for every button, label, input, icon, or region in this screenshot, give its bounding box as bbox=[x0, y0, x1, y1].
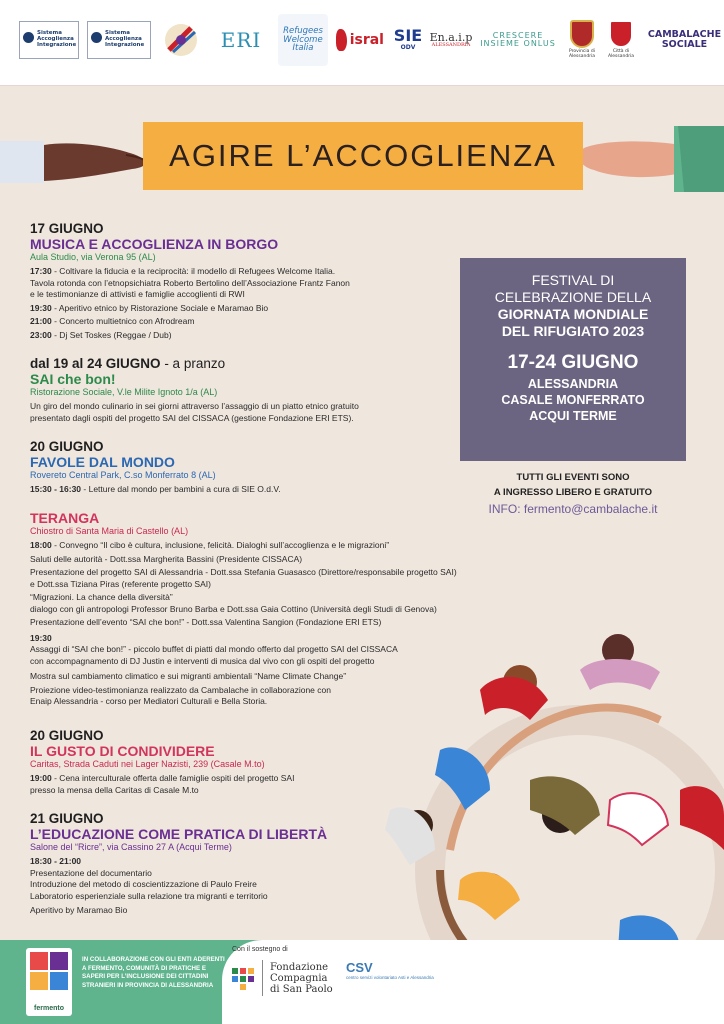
event-line: Mostra sul cambiamento climatico e sui migranti ambientali “Name Climate Change” bbox=[30, 671, 347, 681]
event-line: 21:00 - Concerto multietnico con Afrodream bbox=[30, 316, 195, 326]
festival-city: CASALE MONFERRATO bbox=[501, 393, 645, 407]
event-line: Saluti delle autorità - Dott.ssa Margherita Bassini (Presidente CISSACA) bbox=[30, 553, 303, 564]
provincia-alessandria-crest: Provincia di Alessandria bbox=[565, 14, 599, 66]
event-title: L’EDUCAZIONE COME PRATICA DI LIBERTÀ bbox=[30, 826, 328, 842]
compagnia-san-paolo-icon bbox=[232, 962, 254, 992]
fermento-logo: fermento bbox=[26, 948, 72, 1016]
event-line: Presentazione del progetto SAI di Alessandria - Dott.ssa Stefania Guasasco (Direttore/responsabile progetto SAI) e Dott.ssa Tiziana Piras (referente progetto SAI) bbox=[30, 567, 457, 589]
festival-line: DEL RIFUGIATO 2023 bbox=[501, 323, 645, 339]
event-date: 21 GIUGNO bbox=[30, 811, 104, 826]
title-banner bbox=[143, 122, 583, 190]
person-figure bbox=[580, 634, 660, 690]
event-line: 17:30 - Coltivare la fiducia e la reciprocità: il modello di Refugees Welcome Italia. Tavola rotonda con l’etnopsichiatra Roberto Bertolino dell’Associazione Frantz Fanon e le testimonianze di attivisti e famiglie accoglienti di RWI bbox=[30, 266, 350, 299]
event-date: 20 GIUGNO bbox=[30, 728, 104, 743]
event-line: Proiezione video-testimonianza realizzato da Cambalache in collaborazione con Enaip Alessandria - corso per Mediatori Culturali e Bella Storia. bbox=[30, 684, 331, 706]
citta-alessandria-crest: Città di Alessandria bbox=[604, 14, 638, 66]
person-figure bbox=[680, 786, 724, 850]
event-venue: Rovereto Central Park, C.so Monferrato 8 (AL) bbox=[30, 470, 216, 480]
event-title: TERANGA bbox=[30, 510, 100, 526]
event-sai-che-bon bbox=[30, 356, 450, 426]
event-line: 23:00 - Dj Set Toskes (Reggae / Dub) bbox=[30, 329, 172, 340]
event-title: FAVOLE DAL MONDO bbox=[30, 454, 175, 470]
person-figure bbox=[530, 776, 600, 835]
event-venue: Ristorazione Sociale, V.le Milite Ignoto 1/a (AL) bbox=[30, 387, 218, 397]
event-title: SAI che bon! bbox=[30, 371, 116, 387]
crescere-insieme-logo: CRESCERE INSIEME ONLUS bbox=[480, 30, 556, 48]
csv-logo: CSV centro servizi volontariato Asti e Alessandria bbox=[346, 960, 434, 980]
compagnia-san-paolo-logo: Fondazione Compagnia di San Paolo bbox=[270, 962, 333, 995]
festival-city: ACQUI TERME bbox=[529, 409, 617, 423]
logo-strip bbox=[0, 0, 724, 86]
left-hand-illustration bbox=[0, 135, 150, 189]
event-17-giugno bbox=[30, 221, 450, 343]
festival-line: GIORNATA MONDIALE bbox=[497, 306, 649, 322]
event-venue: Caritas, Strada Caduti nei Lager Nazisti, 239 (Casale M.to) bbox=[30, 759, 265, 769]
sie-logo: SIE ODV bbox=[393, 26, 423, 52]
event-title: MUSICA E ACCOGLIENZA IN BORGO bbox=[30, 236, 279, 252]
sai-logo-2: Sistema Accoglienza Integrazione bbox=[87, 21, 151, 59]
event-venue: Aula Studio, via Verona 95 (AL) bbox=[30, 252, 156, 262]
event-date: 20 GIUGNO bbox=[30, 439, 104, 454]
event-line: 19:30 - Aperitivo etnico by Ristorazione Sociale e Maramao Bio bbox=[30, 302, 269, 313]
refugees-welcome-logo: Refugees Welcome Italia bbox=[278, 14, 328, 66]
person-figure bbox=[608, 793, 668, 845]
festival-city: ALESSANDRIA bbox=[527, 377, 619, 391]
event-line: Un giro del mondo culinario in sei giorni attraverso l’assaggio di un piatto etnico gratuito presentato dagli ospiti del progetto SAI del CISSACA (gestione Fondazione ERI ETS). bbox=[30, 401, 359, 423]
collaboration-note: IN COLLABORAZIONE CON GLI ENTI ADERENTI A FERMENTO, COMUNITÀ DI PRATICHE E SAPERI PER L’INCLUSIONE DEI CITTADINI STRANIERI IN PROVINCIA DI ALESSANDRIA bbox=[82, 956, 225, 989]
event-line: Presentazione dell’evento “SAI che bon!” - Dott.ssa Valentina Sangion (Fondazione ERI ETS) bbox=[30, 617, 382, 627]
sponsor-divider bbox=[262, 960, 263, 996]
event-venue: Salone del “Ricre”, via Cassino 27 A (Acqui Terme) bbox=[30, 842, 232, 852]
event-line: 18:30 - 21:00 Presentazione del documentario Introduzione del metodo di coscientizzazione di Paulo Freire Laboratorio esperienziale sulla relazione tra migranti e territorio bbox=[30, 856, 268, 901]
event-date: dal 19 al 24 GIUGNO - a pranzo bbox=[30, 356, 226, 371]
enaip-logo: En.a.i.p ALESSANDRIA bbox=[429, 30, 473, 49]
event-date: 17 GIUGNO bbox=[30, 221, 104, 236]
eri-logo: ERI bbox=[220, 27, 262, 52]
event-line: 15:30 - 16:30 - Letture dal mondo per bambini a cura di SIE O.d.V. bbox=[30, 484, 281, 494]
event-favole-dal-mondo bbox=[30, 439, 450, 498]
sai-logo: Sistema Accoglienza Integrazione bbox=[19, 21, 79, 59]
person-figure bbox=[458, 872, 520, 920]
cambalache-logo: CAMBALACHE SOCIALE bbox=[647, 29, 722, 50]
support-label: Con il sostegno di bbox=[232, 946, 288, 953]
cissaca-logo bbox=[160, 14, 202, 66]
event-line: 18:00 - Convegno “Il cibo è cultura, inclusione, felicità. Dialoghi sull’accoglienza e le migrazioni” bbox=[30, 540, 390, 550]
event-venue: Chiostro di Santa Maria di Castello (AL) bbox=[30, 526, 189, 536]
event-line: 19:30 Assaggi di “SAI che bon!” - piccolo buffet di piatti dal mondo offerto dal progetto SAI del CISSACA con accompagnamento di DJ Justin e interventi di musica dal vivo con gli ospiti del progetto bbox=[30, 632, 398, 666]
page-title: AGIRE L’ACCOGLIENZA bbox=[169, 138, 557, 173]
right-hand-illustration bbox=[574, 126, 724, 196]
event-line: 19:00 - Cena interculturale offerta dalle famiglie ospiti del progetto SAI presso la mensa della Caritas di Casale M.to bbox=[30, 773, 295, 795]
event-line: “Migrazioni. La chance della diversità” dialogo con gli antropologi Professor Bruno Barba e Dott.ssa Gaia Cottino (Università degli Studi di Genova) bbox=[30, 592, 437, 614]
isral-logo: isral bbox=[336, 14, 384, 66]
event-line: Aperitivo by Maramao Bio bbox=[30, 905, 128, 915]
event-title: IL GUSTO DI CONDIVIDERE bbox=[30, 743, 215, 759]
info-email[interactable]: INFO: fermento@cambalache.it bbox=[488, 502, 658, 516]
festival-line: CELEBRAZIONE DELLA bbox=[494, 289, 652, 305]
festival-dates: 17-24 GIUGNO bbox=[507, 352, 639, 373]
free-entry-note: TUTTI GLI EVENTI SONO A INGRESSO LIBERO E GRATUITO bbox=[493, 472, 653, 498]
festival-line: FESTIVAL DI bbox=[531, 272, 615, 288]
festival-box bbox=[460, 258, 686, 461]
